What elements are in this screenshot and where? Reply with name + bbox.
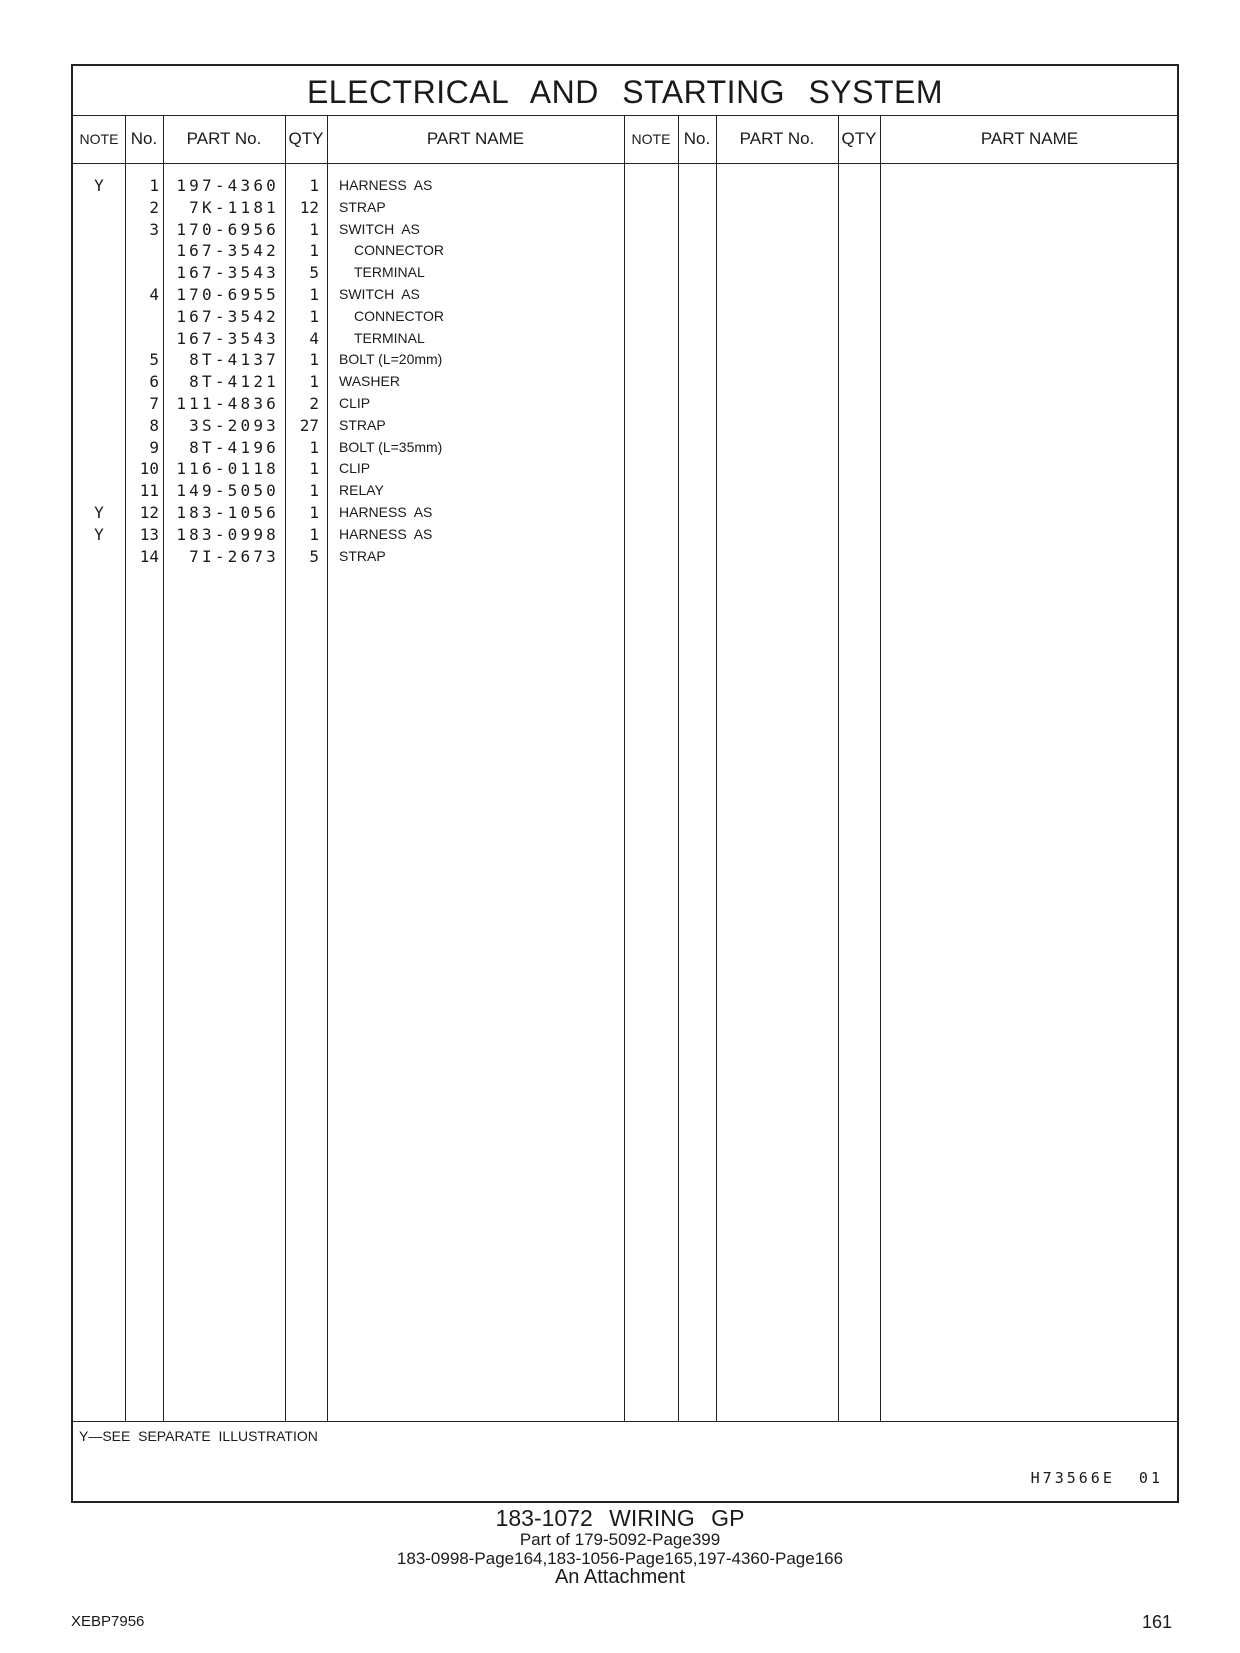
- caption-attachment: An Attachment: [554, 1566, 686, 1588]
- table-row: [73, 545, 633, 568]
- column-header-row: [73, 116, 1177, 164]
- table-row: [73, 523, 633, 546]
- row-part-number: 167-3543: [176, 263, 279, 283]
- row-part-name: HARNESS AS: [339, 504, 433, 520]
- row-quantity: 1: [309, 503, 319, 522]
- table-row: [73, 436, 633, 459]
- header-part-name-left: PART NAME: [426, 129, 525, 148]
- header-qty-left: QTY: [288, 129, 324, 148]
- row-part-number: 149-5050: [176, 481, 279, 501]
- row-item-number: 12: [139, 503, 159, 522]
- table-row: [73, 370, 633, 393]
- row-quantity: 1: [309, 372, 319, 392]
- row-part-name: SWITCH AS: [339, 286, 420, 302]
- row-part-number: 3S-2093: [176, 415, 279, 435]
- row-part-number: 116-0118: [176, 459, 279, 479]
- row-part-number: 8T-4137: [176, 350, 279, 370]
- table-row: [73, 305, 633, 328]
- row-item-number: 10: [139, 459, 159, 479]
- row-item-number: 3: [149, 219, 159, 239]
- drawing-code: H73566E 01: [1030, 1469, 1163, 1487]
- footnote: Y—SEE SEPARATE ILLUSTRATION: [79, 1428, 318, 1444]
- row-item-number: 5: [149, 350, 159, 370]
- table-row: [73, 283, 633, 306]
- table-row: [73, 501, 633, 524]
- row-part-number: 8T-4121: [176, 372, 279, 392]
- table-row: [73, 392, 633, 415]
- row-quantity: 5: [309, 546, 319, 566]
- row-quantity: 1: [309, 437, 319, 457]
- row-part-name: CLIP: [339, 460, 371, 477]
- row-part-name: BOLT (L=35mm): [339, 438, 443, 455]
- row-part-name: WASHER: [339, 373, 400, 390]
- row-item-number: 7: [149, 394, 159, 413]
- row-part-name: HARNESS AS: [339, 525, 433, 542]
- row-quantity: 1: [309, 306, 319, 326]
- row-note: [73, 436, 125, 459]
- row-quantity: 4: [309, 328, 319, 348]
- row-note: Y: [94, 524, 104, 544]
- row-quantity: 2: [309, 394, 319, 413]
- table-row: [73, 196, 633, 219]
- row-item-number: [127, 239, 159, 262]
- row-part-number: 7I-2673: [176, 546, 279, 566]
- row-part-name: STRAP: [339, 416, 386, 433]
- row-item-number: 1: [149, 176, 159, 195]
- table-row: [73, 174, 633, 197]
- row-quantity: 1: [309, 241, 319, 261]
- row-quantity: 12: [299, 197, 319, 217]
- row-note: [73, 348, 125, 371]
- table-row: [73, 239, 633, 262]
- row-item-number: [127, 261, 159, 284]
- table-row: [73, 479, 633, 502]
- table-row: [73, 327, 633, 350]
- table-row: [73, 261, 633, 284]
- row-note: [73, 545, 125, 568]
- row-part-name: TERMINAL: [354, 264, 425, 281]
- row-quantity: 27: [299, 415, 319, 435]
- row-note: [73, 479, 125, 502]
- row-part-name: CONNECTOR: [354, 242, 444, 259]
- row-item-number: 14: [139, 546, 159, 566]
- caption-title: 183-1072 WIRING GP: [495, 1505, 745, 1531]
- row-part-number: 7K-1181: [176, 197, 279, 217]
- parts-list: [73, 164, 1177, 1490]
- row-item-number: 11: [139, 481, 159, 501]
- table-row: [73, 414, 633, 437]
- page-number: 161: [1141, 1612, 1172, 1632]
- row-part-number: 167-3542: [176, 241, 279, 261]
- row-quantity: 1: [309, 459, 319, 479]
- row-part-name: CONNECTOR: [354, 307, 444, 324]
- row-item-number: [127, 305, 159, 328]
- header-part-name-right: PART NAME: [980, 129, 1079, 148]
- row-part-number: 197-4360: [176, 176, 279, 195]
- row-part-number: 183-1056: [176, 503, 279, 522]
- header-no-left: No.: [130, 129, 158, 148]
- row-note: [73, 239, 125, 262]
- row-note: [73, 457, 125, 480]
- header-part-no-left: PART No.: [186, 129, 262, 148]
- row-part-name: STRAP: [339, 547, 386, 564]
- header-part-no-right: PART No.: [739, 129, 815, 148]
- row-note: Y: [94, 176, 104, 195]
- row-part-number: 167-3542: [176, 306, 279, 326]
- row-note: [73, 305, 125, 328]
- row-item-number: 8: [149, 415, 159, 435]
- row-note: [73, 392, 125, 415]
- row-part-name: BOLT (L=20mm): [339, 351, 443, 368]
- row-item-number: 9: [149, 437, 159, 457]
- header-qty-right: QTY: [841, 129, 877, 148]
- row-item-number: 6: [149, 372, 159, 392]
- parts-table-frame: [71, 64, 1179, 1503]
- row-part-number: 170-6956: [176, 219, 279, 239]
- row-part-name: STRAP: [339, 198, 386, 215]
- row-part-number: 111-4836: [176, 394, 279, 413]
- header-note-left: NOTE: [79, 131, 119, 147]
- caption-references: 183-0998-Page164,183-1056-Page165,197-4360-Page166: [396, 1549, 844, 1568]
- row-part-name: CLIP: [339, 395, 371, 411]
- row-part-name: TERMINAL: [354, 329, 425, 346]
- row-quantity: 1: [309, 524, 319, 544]
- row-item-number: [127, 327, 159, 350]
- table-row: [73, 218, 633, 241]
- row-quantity: 1: [309, 219, 319, 239]
- row-item-number: 4: [149, 285, 159, 304]
- row-note: [73, 414, 125, 437]
- row-quantity: 1: [309, 481, 319, 501]
- row-quantity: 5: [309, 263, 319, 283]
- row-note: [73, 218, 125, 241]
- row-part-name: HARNESS AS: [339, 177, 433, 193]
- row-part-number: 167-3543: [176, 328, 279, 348]
- section-title: ELECTRICAL AND STARTING SYSTEM: [73, 66, 1177, 116]
- row-part-name: RELAY: [339, 482, 384, 499]
- document-id: XEBP7956: [71, 1613, 145, 1630]
- row-note: [73, 283, 125, 306]
- row-part-number: 170-6955: [176, 285, 279, 304]
- row-item-number: 2: [149, 197, 159, 217]
- row-quantity: 1: [309, 176, 319, 195]
- table-row: [73, 457, 633, 480]
- row-note: [73, 327, 125, 350]
- row-note: [73, 370, 125, 393]
- row-note: [73, 261, 125, 284]
- caption-part-of: Part of 179-5092-Page399: [519, 1530, 721, 1549]
- header-note-right: NOTE: [631, 131, 671, 147]
- row-note: [73, 196, 125, 219]
- row-quantity: 1: [309, 285, 319, 304]
- row-item-number: 13: [139, 524, 159, 544]
- row-part-number: 8T-4196: [176, 437, 279, 457]
- table-footer: [73, 1421, 1177, 1503]
- row-note: Y: [94, 503, 104, 522]
- table-row: [73, 348, 633, 371]
- row-part-name: SWITCH AS: [339, 220, 420, 237]
- header-no-right: No.: [683, 129, 711, 148]
- row-quantity: 1: [309, 350, 319, 370]
- row-part-number: 183-0998: [176, 524, 279, 544]
